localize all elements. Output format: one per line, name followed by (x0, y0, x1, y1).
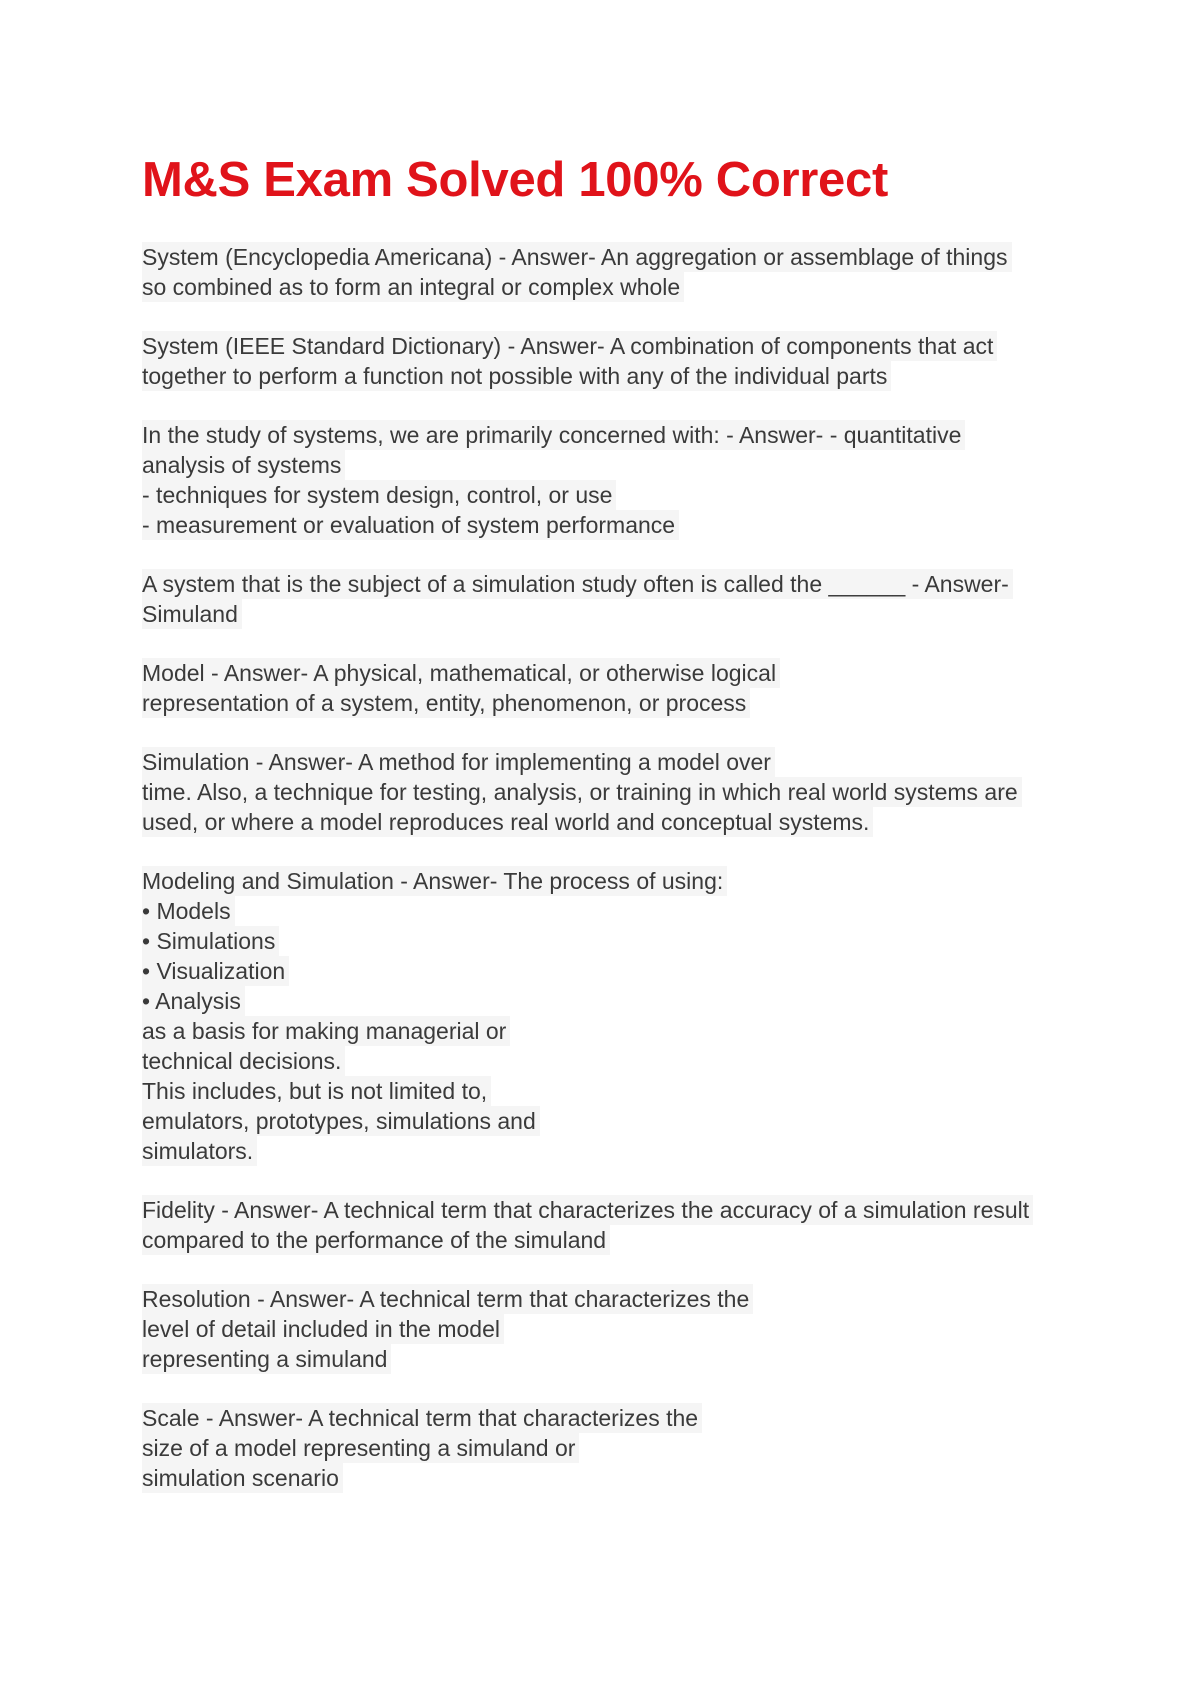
qa-line: Fidelity - Answer- A technical term that characterizes the accuracy of a simulation result (142, 1195, 1033, 1225)
qa-line: so combined as to form an integral or complex whole (142, 272, 684, 302)
qa-entry (142, 1195, 1082, 1255)
qa-line: used, or where a model reproduces real world and conceptual systems. (142, 807, 873, 837)
qa-line: simulation scenario (142, 1463, 343, 1493)
qa-entry (142, 331, 1082, 391)
qa-line: emulators, prototypes, simulations and (142, 1106, 540, 1136)
qa-line: representing a simuland (142, 1344, 391, 1374)
qa-entry (142, 420, 1082, 540)
qa-line: time. Also, a technique for testing, analysis, or training in which real world systems are (142, 777, 1022, 807)
qa-line: technical decisions. (142, 1046, 345, 1076)
qa-entry (142, 1284, 1082, 1374)
qa-line: • Models (142, 896, 235, 926)
qa-line: as a basis for making managerial or (142, 1016, 510, 1046)
qa-line: System (IEEE Standard Dictionary) - Answer- A combination of components that act (142, 331, 997, 361)
qa-line: simulators. (142, 1136, 257, 1166)
qa-line: • Visualization (142, 956, 289, 986)
qa-line: compared to the performance of the simuland (142, 1225, 610, 1255)
qa-line: Resolution - Answer- A technical term that characterizes the (142, 1284, 753, 1314)
qa-line: size of a model representing a simuland or (142, 1433, 579, 1463)
qa-line: Scale - Answer- A technical term that characterizes the (142, 1403, 702, 1433)
qa-line: - measurement or evaluation of system performance (142, 510, 679, 540)
qa-line: Simulation - Answer- A method for implementing a model over (142, 747, 775, 777)
qa-line: together to perform a function not possible with any of the individual parts (142, 361, 891, 391)
qa-list (142, 242, 1082, 1493)
qa-entry (142, 747, 1082, 837)
qa-line: representation of a system, entity, phenomenon, or process (142, 688, 750, 718)
qa-entry (142, 569, 1082, 629)
qa-entry (142, 242, 1082, 302)
qa-line: analysis of systems (142, 450, 345, 480)
qa-line: Simuland (142, 599, 242, 629)
qa-line: In the study of systems, we are primarily concerned with: - Answer- - quantitative (142, 420, 965, 450)
qa-line: Modeling and Simulation - Answer- The process of using: (142, 866, 727, 896)
qa-line: A system that is the subject of a simulation study often is called the ______ - Answer- (142, 569, 1013, 599)
qa-line: Model - Answer- A physical, mathematical, or otherwise logical (142, 658, 780, 688)
qa-line: System (Encyclopedia Americana) - Answer- An aggregation or assemblage of things (142, 242, 1012, 272)
qa-entry (142, 1403, 1082, 1493)
qa-line: • Analysis (142, 986, 245, 1016)
qa-line: This includes, but is not limited to, (142, 1076, 491, 1106)
qa-entry (142, 658, 1082, 718)
document-page (142, 152, 1082, 1522)
qa-entry (142, 866, 1082, 1166)
document-title: M&S Exam Solved 100% Correct (142, 153, 888, 207)
qa-line: - techniques for system design, control, or use (142, 480, 616, 510)
qa-line: • Simulations (142, 926, 279, 956)
qa-line: level of detail included in the model (142, 1314, 504, 1344)
